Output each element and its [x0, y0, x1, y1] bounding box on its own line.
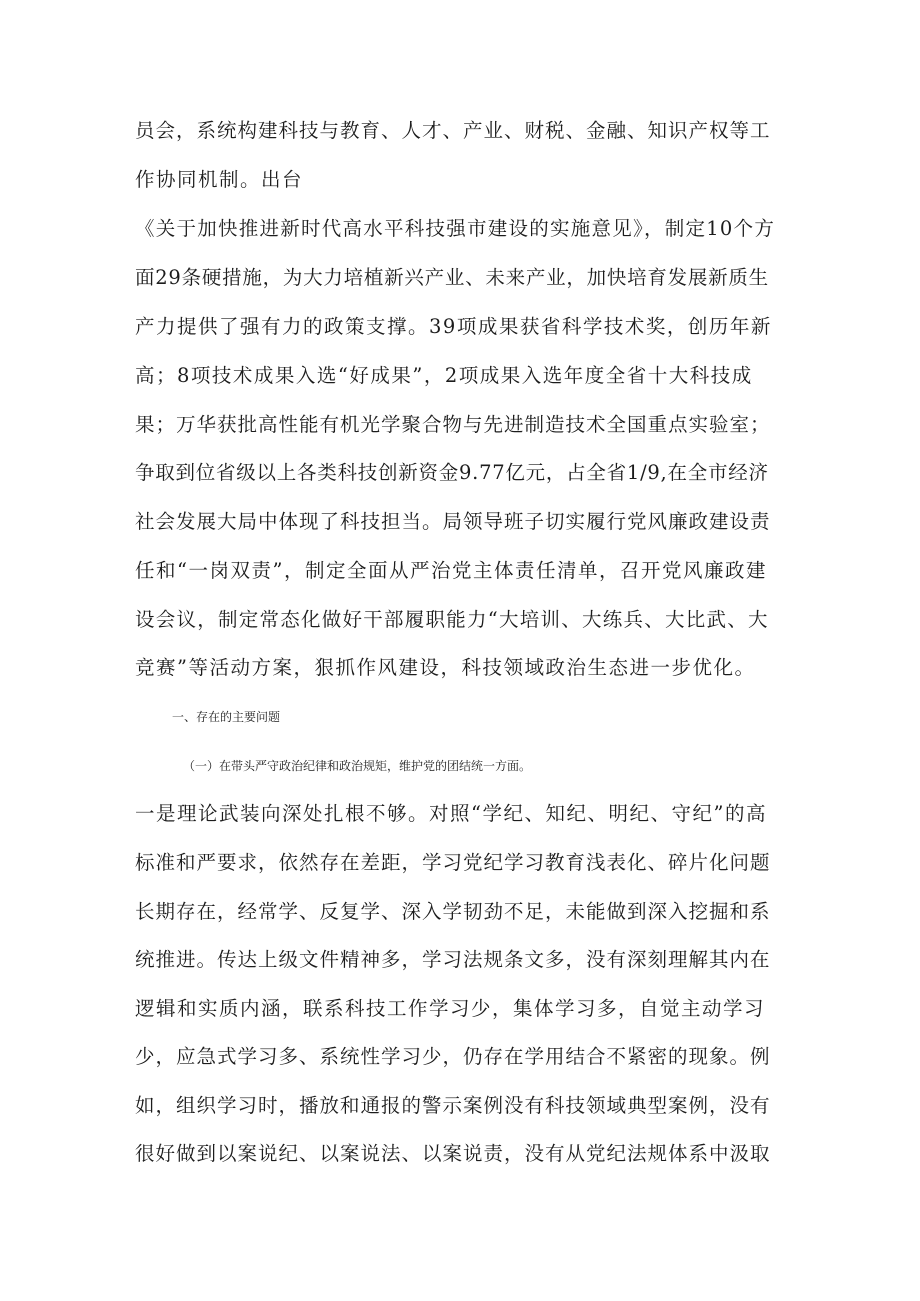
subsection-heading: （一）在带头严守政治纪律和政治规矩，维护党的团结统一方面。	[183, 759, 532, 773]
paragraph-line: 一是理论武装向深处扎根不够。对照“学纪、知纪、明纪、守纪”的高	[135, 802, 767, 825]
paragraph-line: 很好做到以案说纪、以案说法、以案说责，没有从党纪法规体系中汲取	[135, 1142, 771, 1165]
paragraph-line: 面29条硬措施，为大力培植新兴产业、未来产业，加快培育发展新质生	[135, 266, 769, 289]
paragraph-line: 作协同机制。出台	[135, 168, 304, 191]
paragraph-line: 统推进。传达上级文件精神多，学习法规条文多，没有深刻理解其内在	[135, 948, 771, 971]
paragraph-line: 逻辑和实质内涵，联系科技工作学习少，集体学习多，自觉主动学习	[135, 997, 766, 1020]
paragraph-line: 员会，系统构建科技与教育、人才、产业、财税、金融、知识产权等工	[135, 119, 771, 142]
paragraph-line: 社会发展大局中体现了科技担当。局领导班子切实履行党风廉政建设责	[135, 510, 771, 533]
paragraph-line: 如，组织学习时，播放和通报的警示案例没有科技领域典型案例，没有	[135, 1094, 771, 1117]
paragraph-line: 任和“一岗双责”，制定全面从严治党主体责任清单，召开党风廉政建	[135, 559, 767, 582]
paragraph-line: 产力提供了强有力的政策支撑。39项成果获省科学技术奖，创历年新	[135, 315, 772, 338]
paragraph-line: 竞赛”等活动方案，狠抓作风建设，科技领域政治生态进一步优化。	[135, 656, 756, 679]
paragraph-line: 长期存在，经常学、反复学、深入学韧劲不足，未能做到深入挖掘和系	[135, 900, 771, 923]
paragraph-line: 设会议，制定常态化做好干部履职能力“大培训、大练兵、大比武、大	[135, 608, 769, 631]
paragraph-line: 《关于加快推进新时代高水平科技强市建设的实施意见》，制定10个方	[135, 217, 776, 240]
paragraph-line: 争取到位省级以上各类科技创新资金9.77亿元，占全省1/9,在全市经济	[135, 461, 769, 484]
paragraph-line: 标准和严要求，依然存在差距，学习党纪学习教育浅表化、碎片化问题	[135, 851, 771, 874]
paragraph-line: 高；8项技术成果入选“好成果”，2项成果入选年度全省十大科技成	[135, 364, 753, 387]
paragraph-line: 果；万华获批高性能有机光学聚合物与先进制造技术全国重点实验室；	[135, 413, 771, 436]
paragraph-line: 少，应急式学习多、系统性学习少，仍存在学用结合不紧密的现象。例	[135, 1045, 771, 1068]
section-heading: 一、存在的主要问题	[172, 710, 281, 724]
